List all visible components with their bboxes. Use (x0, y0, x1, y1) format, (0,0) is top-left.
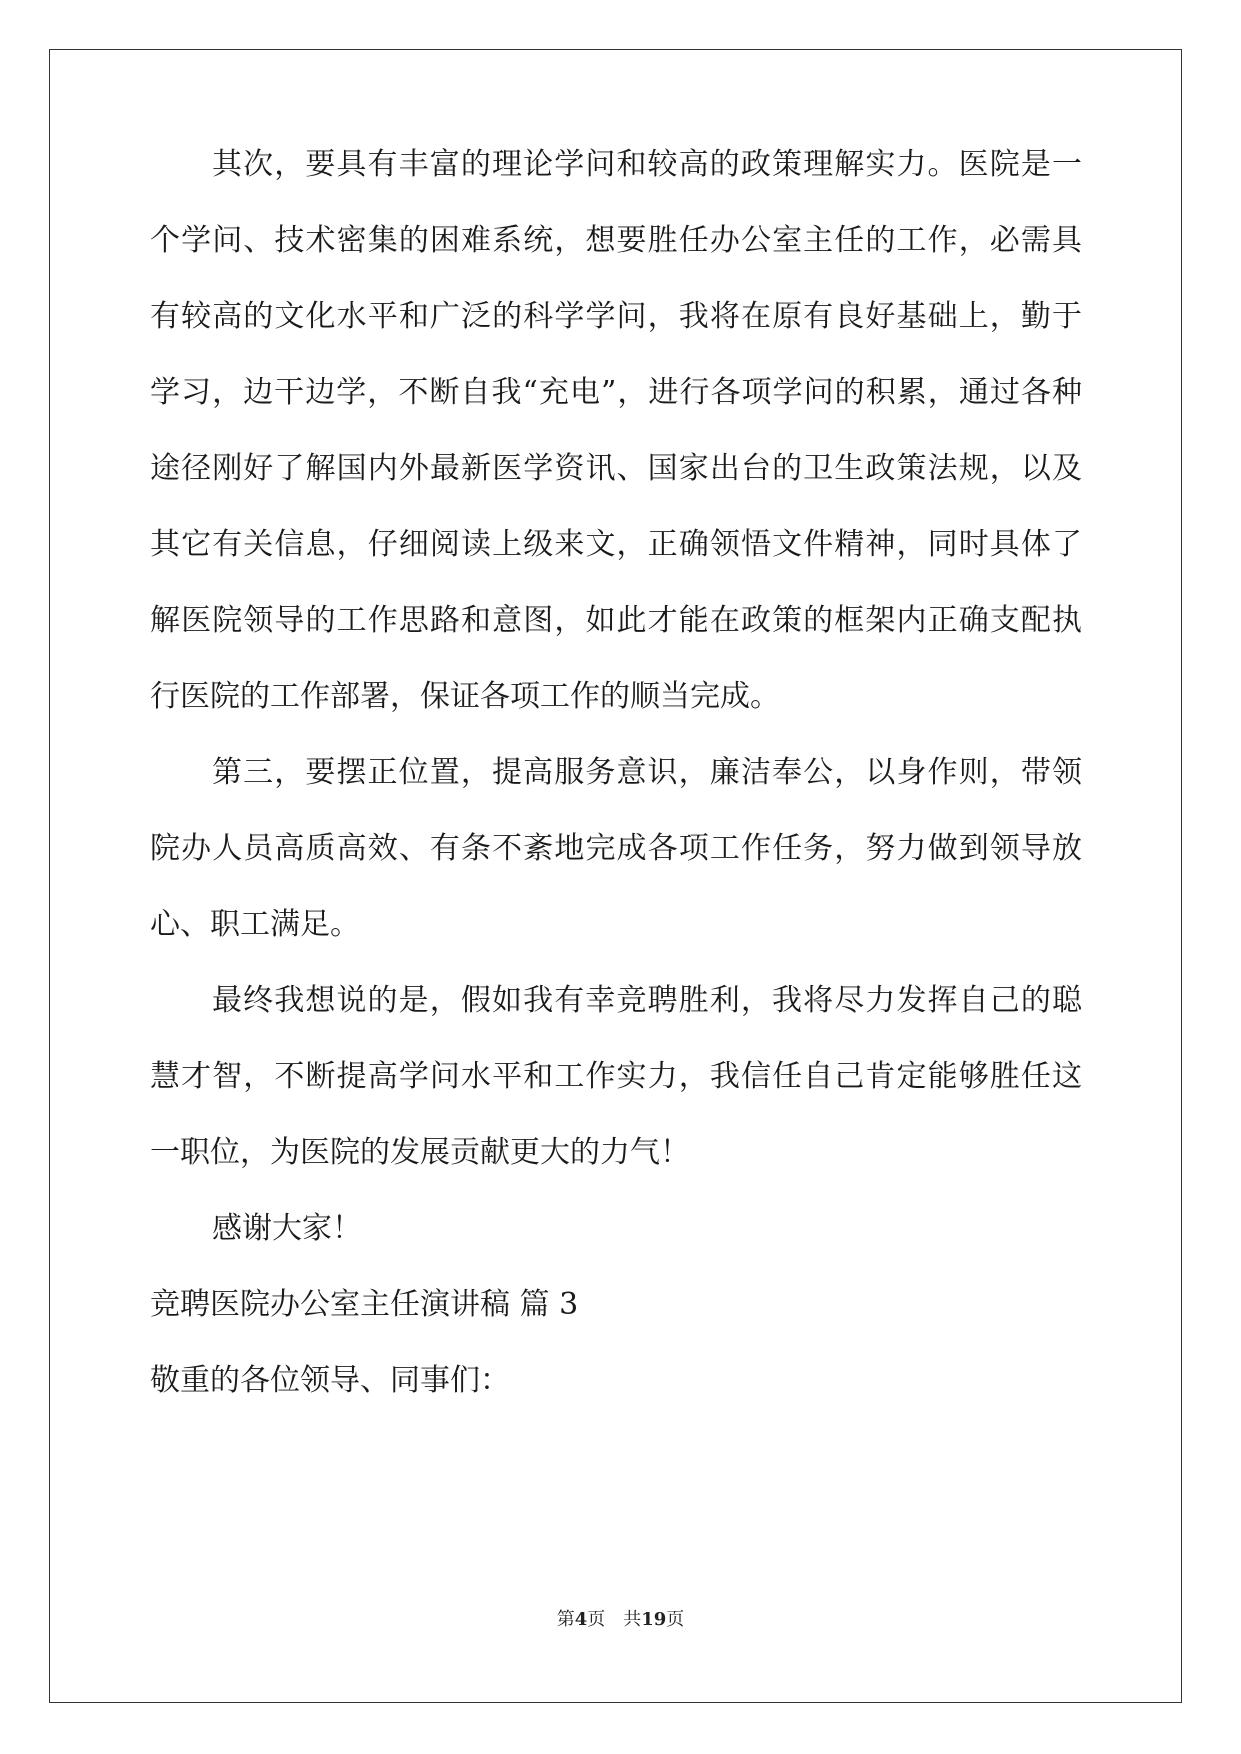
page-footer (0, 1608, 1241, 1632)
footer-middle: 页 共 (587, 1609, 642, 1630)
current-page-number: 4 (574, 1609, 588, 1630)
paragraph-line: 院办人员高质高效、有条不紊地完成各项工作任务，努力做到领导放 (150, 831, 1082, 866)
paragraph-line: 心、职工满足。 (150, 907, 360, 942)
salutation-line: 敬重的各位领导、同事们： (150, 1363, 510, 1398)
total-page-count: 19 (641, 1609, 667, 1630)
paragraph-line: 最终我想说的是，假如我有幸竞聘胜利，我将尽力发挥自己的聪 (212, 983, 1082, 1018)
paragraph-line: 解医院领导的工作思路和意图，如此才能在政策的框架内正确支配执 (150, 603, 1082, 638)
paragraph-line: 途径刚好了解国内外最新医学资讯、国家出台的卫生政策法规，以及 (150, 451, 1082, 486)
paragraph-line: 个学问、技术密集的困难系统，想要胜任办公室主任的工作，必需具 (150, 223, 1082, 258)
footer-suffix: 页 (666, 1609, 685, 1630)
paragraph-line: 其它有关信息，仔细阅读上级来文，正确领悟文件精神，同时具体了 (150, 527, 1082, 562)
paragraph-line: 一职位，为医院的发展贡献更大的力气！ (150, 1135, 690, 1170)
paragraph-line: 慧才智，不断提高学问水平和工作实力，我信任自己肯定能够胜任这 (150, 1059, 1082, 1094)
paragraph-line: 行医院的工作部署，保证各项工作的顺当完成。 (150, 679, 780, 714)
paragraph-line: 学习，边干边学，不断自我“充电”，进行各项学问的积累，通过各种 (150, 375, 1082, 410)
paragraph-line: 有较高的文化水平和广泛的科学学问，我将在原有良好基础上，勤于 (150, 299, 1082, 334)
paragraph-line: 感谢大家！ (212, 1211, 362, 1246)
paragraph-line: 其次，要具有丰富的理论学问和较高的政策理解实力。医院是一 (212, 147, 1082, 182)
footer-prefix: 第 (556, 1609, 575, 1630)
section-heading: 竞聘医院办公室主任演讲稿 篇 3 (150, 1287, 579, 1322)
paragraph-line: 第三，要摆正位置，提高服务意识，廉洁奉公，以身作则，带领 (212, 755, 1082, 790)
